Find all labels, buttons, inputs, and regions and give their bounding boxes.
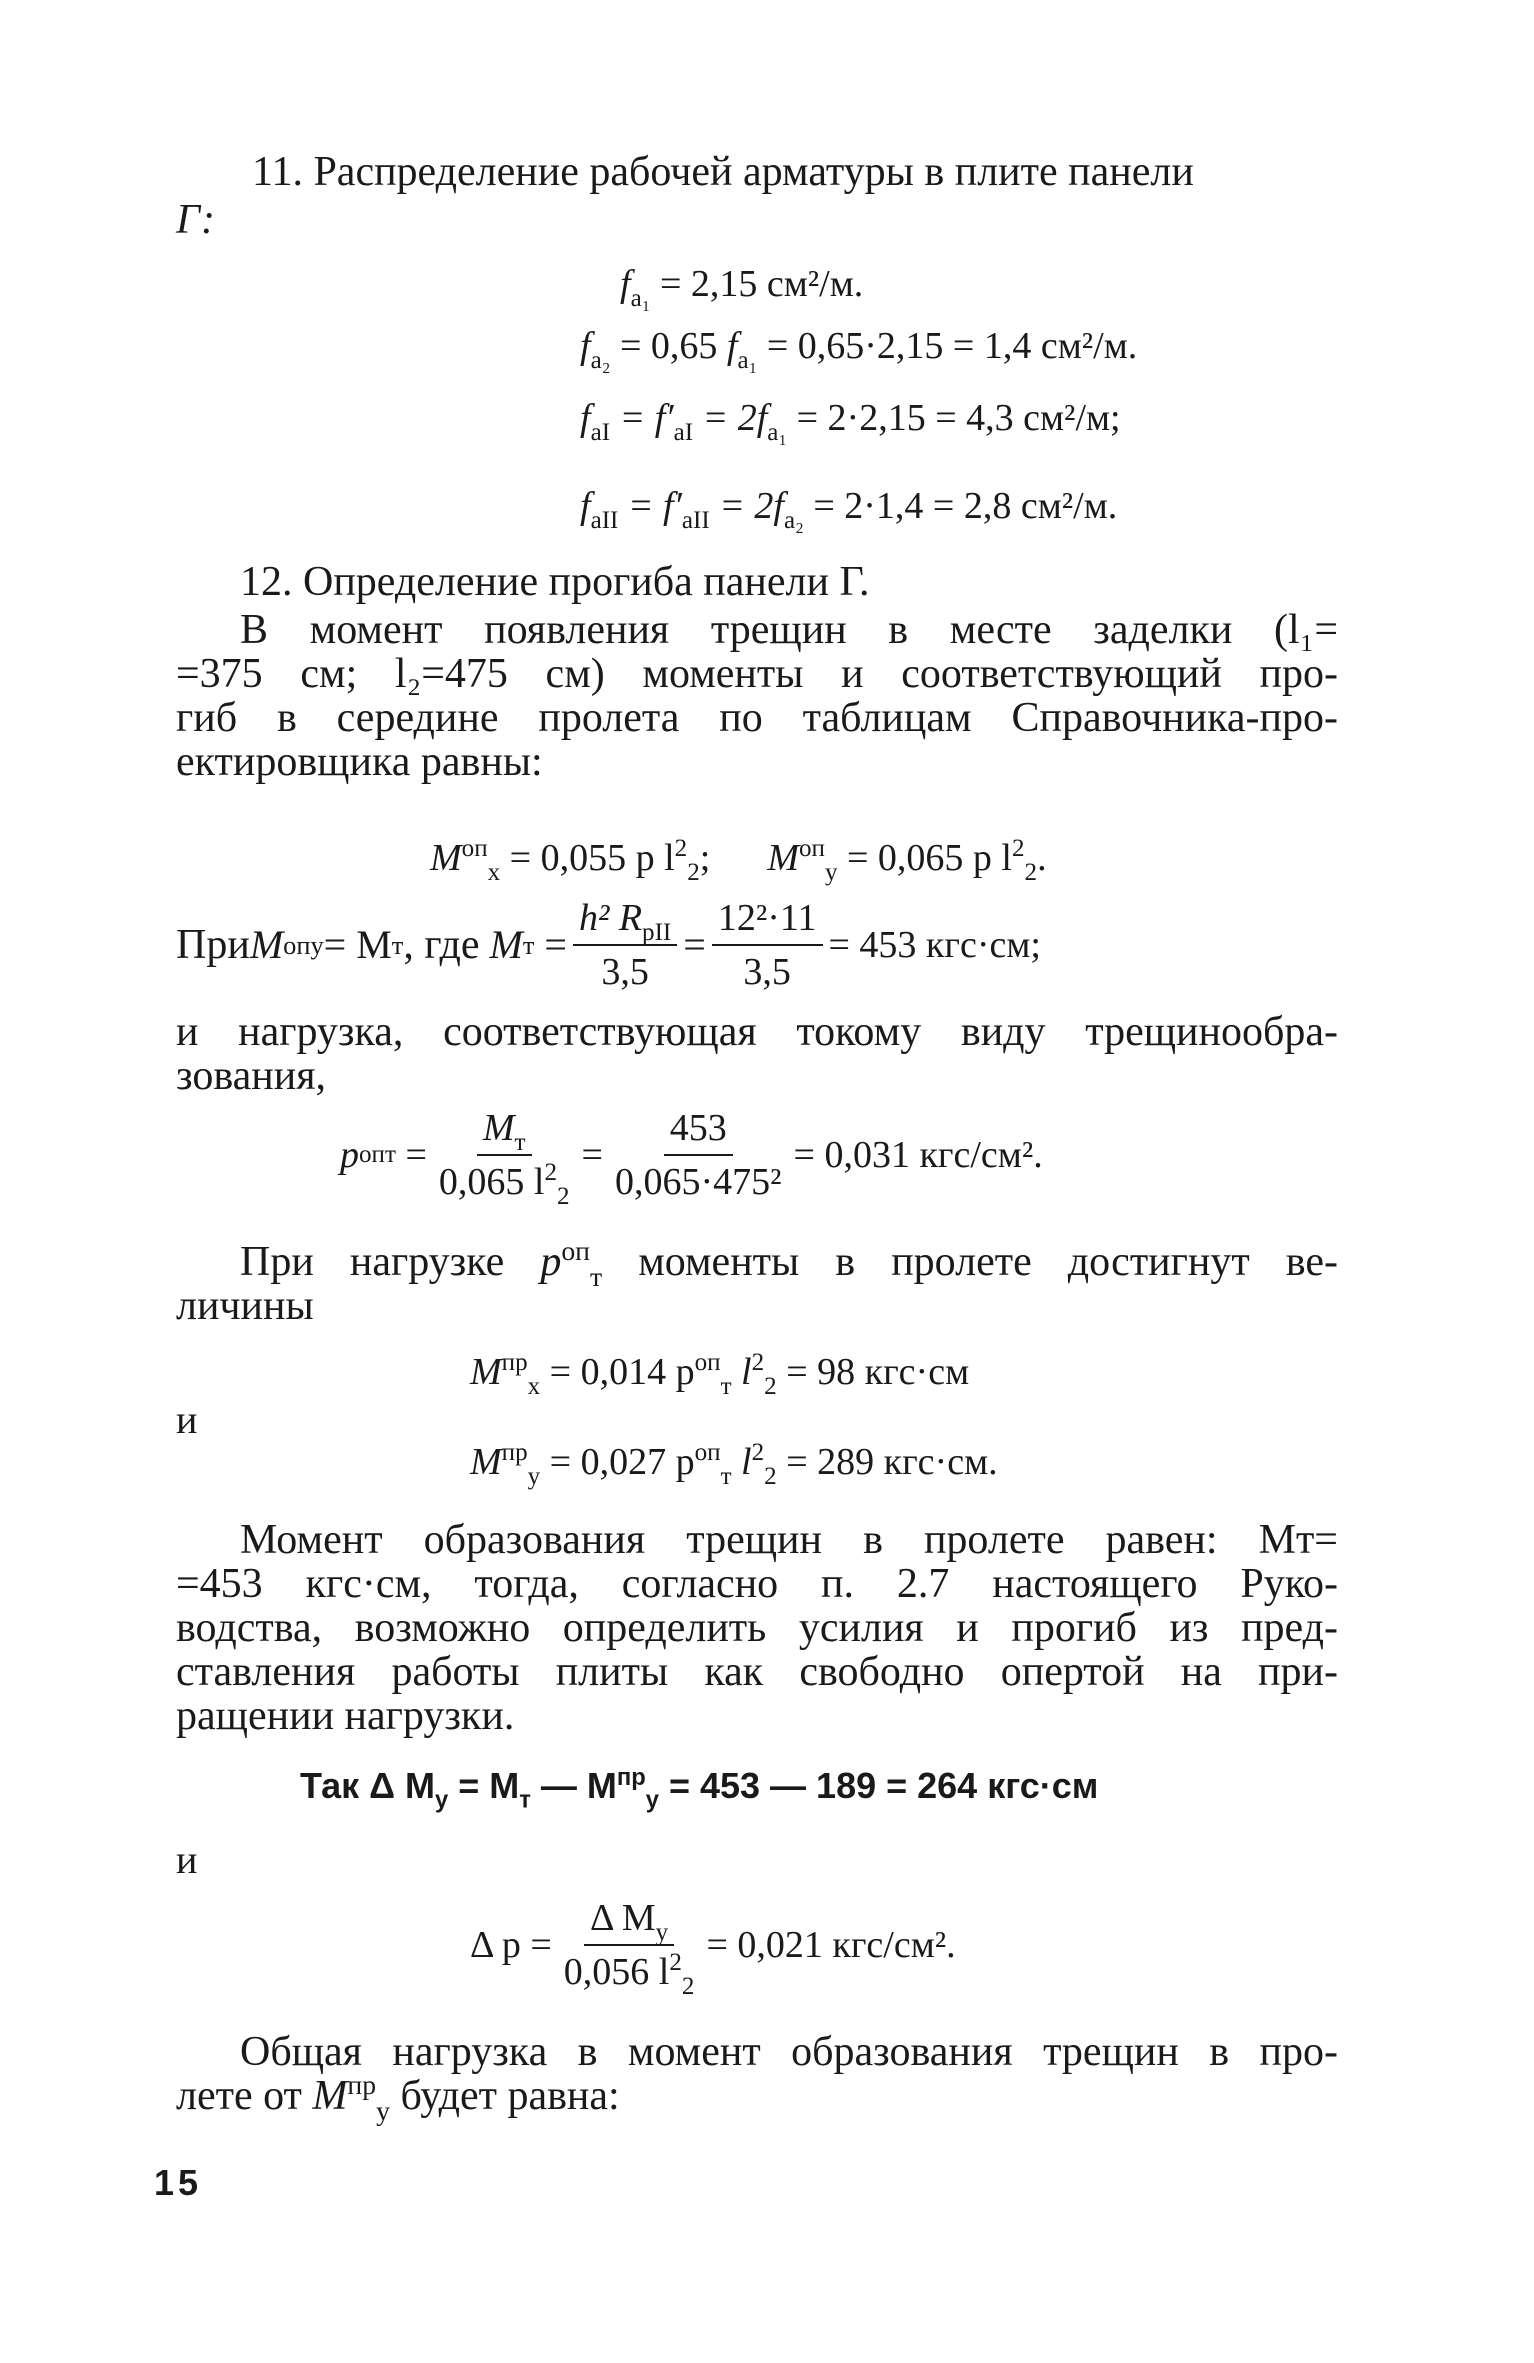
conjunction-and-1: и: [176, 1397, 198, 1442]
section-11-heading-cont: Г:: [176, 197, 215, 243]
section-12-heading: 12. Определение прогиба панели Г.: [240, 559, 870, 605]
conjunction-and-2: и: [176, 1837, 198, 1882]
formula-fa1: $f_{a_1} = 2,15$ см²/м.: [620, 263, 864, 313]
formula-mt: При M оп y = M т , где M т = $\frac{h^2 R_{pII}}{3,5}$ = $\frac{\text{12²·11}}{3,5}$ = 453 кгс·см;: [176, 897, 1041, 993]
section-11-heading: 11. Распределение рабочей арматуры в плите панели: [252, 149, 1194, 195]
formula-delta-my: Так Δ $M_y = M_т$ — $M^{пр}_y = 453$ — 189 = 264 кгс·см: [300, 1763, 1099, 1814]
formula-fa2: $f_{a_2} = 0,65$ $f_{a_1} = 0,65\cdot 2,15 = 1,4$ см²/м.: [580, 325, 1138, 375]
formula-moments-support: $M^{оп}_x = 0,055$ p $l^2_2$; $M^{оп}_y = 0,065$ p $l^2_2$.: [430, 835, 1047, 887]
formula-faII: $f_{aII} = f'_{aII} = 2f_{a_2} = 2\cdot 1,4 = 2,8$ см²/м.: [580, 485, 1118, 535]
paragraph-3: При нагрузке $p^{оп}_т$ моменты в пролете достигнут ве- личины: [176, 1234, 1338, 1329]
paragraph-1: В момент появления трещин в месте заделки (l₁= =375 см; l₂=475 см) моменты и соответствующий про- гиб в середине пролета по таблицам Справочника-про- ектировщика равны:: [176, 607, 1338, 785]
formula-mx-span: $M^{пр}_x = 0,014$ $p^{оп}_т$ $l^2_2 = 98$ кгс·см: [470, 1349, 970, 1401]
paragraph-5: Общая нагрузка в момент образования трещин в про- лете от $M^{пр}_y$ будет равна:: [176, 2029, 1338, 2127]
formula-load-cracking: p оп т = $\frac{M_т}{0,065 l^2_2}$ = $\frac{453}{\text{0,065·475²}}$ = 0,031 кгс/см².: [340, 1107, 1043, 1211]
formula-faI: $f_{aI} = f'_{aI} = 2f_{a_1} = 2\cdot 2,15 = 4,3$ см²/м;: [580, 397, 1121, 447]
paragraph-4: Момент образования трещин в пролете равен: Mт= =453 кгс·см, тогда, согласно п. 2.7 настоящего Руко- водства, возможно определить усилия и прогиб из пред- ставления работы плиты как свободно опертой на при- ращении нагрузки.: [176, 1517, 1338, 1739]
formula-my-span: $M^{пр}_y = 0,027$ $p^{оп}_т$ $l^2_2 = 289$ кгс·см.: [470, 1439, 998, 1491]
formula-delta-p: Δ p = $\frac{\Delta M_y}{0,056 l^2_2}$ = 0,021 кгс/см².: [470, 1897, 956, 2001]
page-number: 15: [154, 2162, 203, 2203]
paragraph-2: и нагрузка, соответствующая токому виду трещинообра- зования,: [176, 1009, 1338, 1099]
